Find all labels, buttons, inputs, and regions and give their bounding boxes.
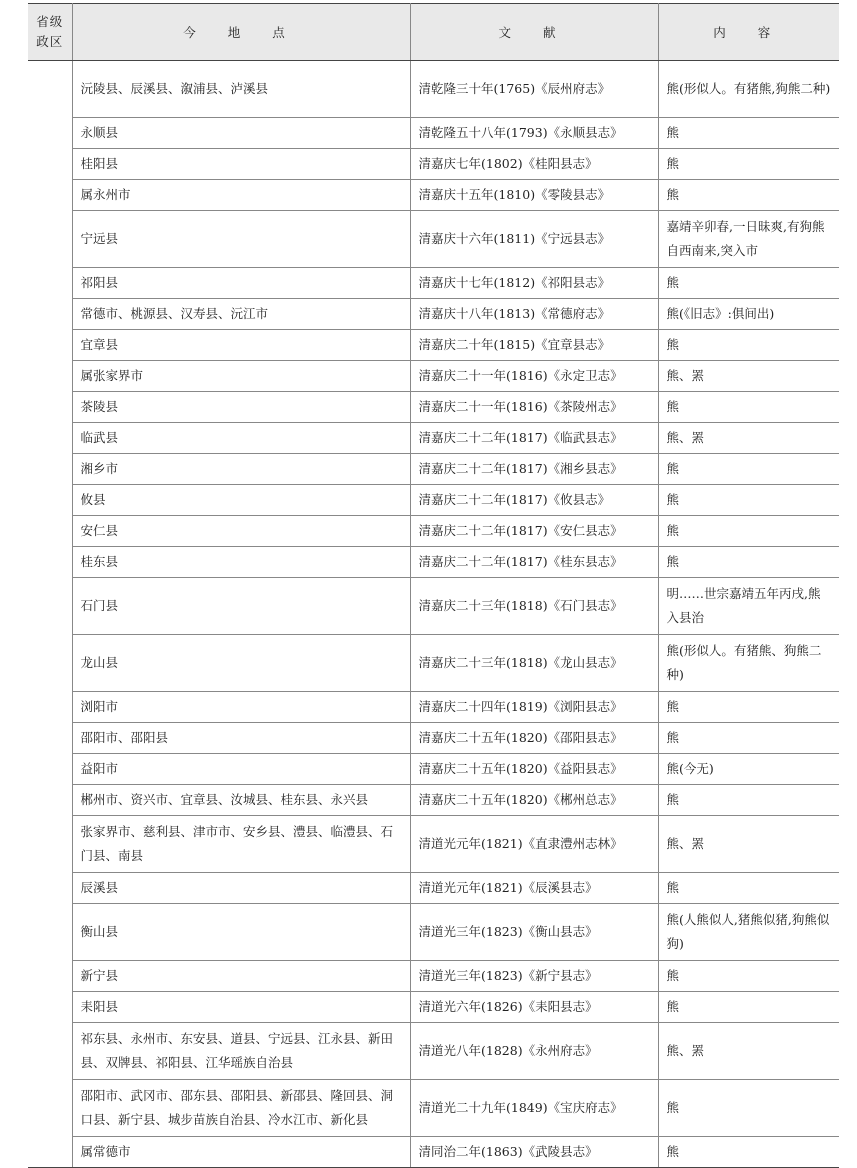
location-cell: 属张家界市 xyxy=(72,361,410,392)
location-cell: 益阳市 xyxy=(72,754,410,785)
table-row xyxy=(28,211,839,268)
records-table xyxy=(28,3,839,1168)
document-cell: 清嘉庆十六年(1811)《宁远县志》 xyxy=(410,211,658,268)
document-cell: 清嘉庆二十二年(1817)《湘乡县志》 xyxy=(410,454,658,485)
table-row xyxy=(28,578,839,635)
province-cell xyxy=(28,61,72,1168)
location-cell: 属常德市 xyxy=(72,1137,410,1168)
content-cell: 熊(人熊似人,猪熊似猪,狗熊似狗) xyxy=(658,904,839,961)
table-row xyxy=(28,992,839,1023)
document-cell: 清嘉庆二十三年(1818)《龙山县志》 xyxy=(410,635,658,692)
table-row xyxy=(28,1023,839,1080)
location-cell: 永顺县 xyxy=(72,118,410,149)
location-cell: 沅陵县、辰溪县、溆浦县、泸溪县 xyxy=(72,61,410,118)
header-row xyxy=(28,4,839,61)
content-cell: 熊(《旧志》:俱间出) xyxy=(658,299,839,330)
location-cell: 辰溪县 xyxy=(72,873,410,904)
document-cell: 清嘉庆七年(1802)《桂阳县志》 xyxy=(410,149,658,180)
table-row xyxy=(28,635,839,692)
document-cell: 清嘉庆二十三年(1818)《石门县志》 xyxy=(410,578,658,635)
table-row xyxy=(28,904,839,961)
location-cell: 郴州市、资兴市、宜章县、汝城县、桂东县、永兴县 xyxy=(72,785,410,816)
document-cell: 清道光元年(1821)《辰溪县志》 xyxy=(410,873,658,904)
location-cell: 茶陵县 xyxy=(72,392,410,423)
content-cell: 熊 xyxy=(658,1137,839,1168)
document-cell: 清同治二年(1863)《武陵县志》 xyxy=(410,1137,658,1168)
content-cell: 熊 xyxy=(658,723,839,754)
table-row xyxy=(28,816,839,873)
table-row xyxy=(28,454,839,485)
content-cell: 熊 xyxy=(658,992,839,1023)
document-cell: 清道光三年(1823)《新宁县志》 xyxy=(410,961,658,992)
table-row xyxy=(28,118,839,149)
content-cell: 熊 xyxy=(658,516,839,547)
table-row xyxy=(28,361,839,392)
document-cell: 清嘉庆二十五年(1820)《邵阳县志》 xyxy=(410,723,658,754)
table-row xyxy=(28,299,839,330)
content-cell: 熊 xyxy=(658,330,839,361)
location-cell: 邵阳市、武冈市、邵东县、邵阳县、新邵县、隆回县、洞口县、新宁县、城步苗族自治县、冷水江市、新化县 xyxy=(72,1080,410,1137)
document-cell: 清嘉庆十七年(1812)《祁阳县志》 xyxy=(410,268,658,299)
table-row xyxy=(28,330,839,361)
content-cell: 熊、罴 xyxy=(658,816,839,873)
location-cell: 石门县 xyxy=(72,578,410,635)
document-cell: 清嘉庆二十二年(1817)《攸县志》 xyxy=(410,485,658,516)
document-cell: 清嘉庆二十年(1815)《宜章县志》 xyxy=(410,330,658,361)
content-cell: 熊、罴 xyxy=(658,1023,839,1080)
document-cell: 清嘉庆十八年(1813)《常德府志》 xyxy=(410,299,658,330)
document-cell: 清嘉庆二十一年(1816)《茶陵州志》 xyxy=(410,392,658,423)
document-cell: 清乾隆三十年(1765)《辰州府志》 xyxy=(410,61,658,118)
document-cell: 清道光元年(1821)《直隶澧州志林》 xyxy=(410,816,658,873)
location-cell: 湘乡市 xyxy=(72,454,410,485)
table-row xyxy=(28,61,839,118)
header-province: 省级 政区 xyxy=(28,4,72,61)
table-row xyxy=(28,1137,839,1168)
content-cell: 熊 xyxy=(658,547,839,578)
table-row xyxy=(28,392,839,423)
location-cell: 张家界市、慈利县、津市市、安乡县、澧县、临澧县、石门县、南县 xyxy=(72,816,410,873)
document-cell: 清乾隆五十八年(1793)《永顺县志》 xyxy=(410,118,658,149)
location-cell: 安仁县 xyxy=(72,516,410,547)
document-cell: 清嘉庆二十二年(1817)《安仁县志》 xyxy=(410,516,658,547)
location-cell: 桂阳县 xyxy=(72,149,410,180)
table-row xyxy=(28,268,839,299)
table-row xyxy=(28,180,839,211)
document-cell: 清嘉庆二十二年(1817)《临武县志》 xyxy=(410,423,658,454)
document-cell: 清道光三年(1823)《衡山县志》 xyxy=(410,904,658,961)
table-row xyxy=(28,423,839,454)
content-cell: 熊(形似人。有猪熊、狗熊二种) xyxy=(658,635,839,692)
content-cell: 熊 xyxy=(658,392,839,423)
table-row xyxy=(28,516,839,547)
content-cell: 熊 xyxy=(658,149,839,180)
table-row xyxy=(28,754,839,785)
location-cell: 祁东县、永州市、东安县、道县、宁远县、江永县、新田县、双牌县、祁阳县、江华瑶族自治县 xyxy=(72,1023,410,1080)
document-cell: 清嘉庆二十一年(1816)《永定卫志》 xyxy=(410,361,658,392)
document-cell: 清道光六年(1826)《耒阳县志》 xyxy=(410,992,658,1023)
content-cell: 熊(今无) xyxy=(658,754,839,785)
content-cell: 嘉靖辛卯春,一日昧爽,有狗熊自西南来,突入市 xyxy=(658,211,839,268)
table-row xyxy=(28,149,839,180)
content-cell: 熊 xyxy=(658,961,839,992)
content-cell: 熊 xyxy=(658,692,839,723)
content-cell: 明……世宗嘉靖五年丙戌,熊入县治 xyxy=(658,578,839,635)
document-cell: 清嘉庆二十四年(1819)《浏阳县志》 xyxy=(410,692,658,723)
table-row xyxy=(28,485,839,516)
location-cell: 宁远县 xyxy=(72,211,410,268)
content-cell: 熊、罴 xyxy=(658,423,839,454)
location-cell: 龙山县 xyxy=(72,635,410,692)
content-cell: 熊(形似人。有猪熊,狗熊二种) xyxy=(658,61,839,118)
content-cell: 熊 xyxy=(658,180,839,211)
table-row xyxy=(28,1080,839,1137)
document-cell: 清嘉庆十五年(1810)《零陵县志》 xyxy=(410,180,658,211)
location-cell: 衡山县 xyxy=(72,904,410,961)
location-cell: 攸县 xyxy=(72,485,410,516)
table-row xyxy=(28,692,839,723)
content-cell: 熊、罴 xyxy=(658,361,839,392)
table-body xyxy=(28,61,839,1168)
header-location: 今 地 点 xyxy=(72,4,410,61)
location-cell: 属永州市 xyxy=(72,180,410,211)
document-cell: 清嘉庆二十五年(1820)《益阳县志》 xyxy=(410,754,658,785)
content-cell: 熊 xyxy=(658,268,839,299)
table-row xyxy=(28,961,839,992)
content-cell: 熊 xyxy=(658,454,839,485)
location-cell: 常德市、桃源县、汉寿县、沅江市 xyxy=(72,299,410,330)
location-cell: 浏阳市 xyxy=(72,692,410,723)
content-cell: 熊 xyxy=(658,118,839,149)
location-cell: 宜章县 xyxy=(72,330,410,361)
content-cell: 熊 xyxy=(658,873,839,904)
document-cell: 清嘉庆二十二年(1817)《桂东县志》 xyxy=(410,547,658,578)
table-row xyxy=(28,547,839,578)
content-cell: 熊 xyxy=(658,785,839,816)
document-cell: 清嘉庆二十五年(1820)《郴州总志》 xyxy=(410,785,658,816)
location-cell: 祁阳县 xyxy=(72,268,410,299)
location-cell: 临武县 xyxy=(72,423,410,454)
document-cell: 清道光二十九年(1849)《宝庆府志》 xyxy=(410,1080,658,1137)
location-cell: 耒阳县 xyxy=(72,992,410,1023)
location-cell: 新宁县 xyxy=(72,961,410,992)
header-content: 内 容 xyxy=(658,4,839,61)
table-row xyxy=(28,785,839,816)
location-cell: 桂东县 xyxy=(72,547,410,578)
location-cell: 邵阳市、邵阳县 xyxy=(72,723,410,754)
document-cell: 清道光八年(1828)《永州府志》 xyxy=(410,1023,658,1080)
table-row xyxy=(28,723,839,754)
header-document: 文 献 xyxy=(410,4,658,61)
content-cell: 熊 xyxy=(658,1080,839,1137)
table-row xyxy=(28,873,839,904)
content-cell: 熊 xyxy=(658,485,839,516)
